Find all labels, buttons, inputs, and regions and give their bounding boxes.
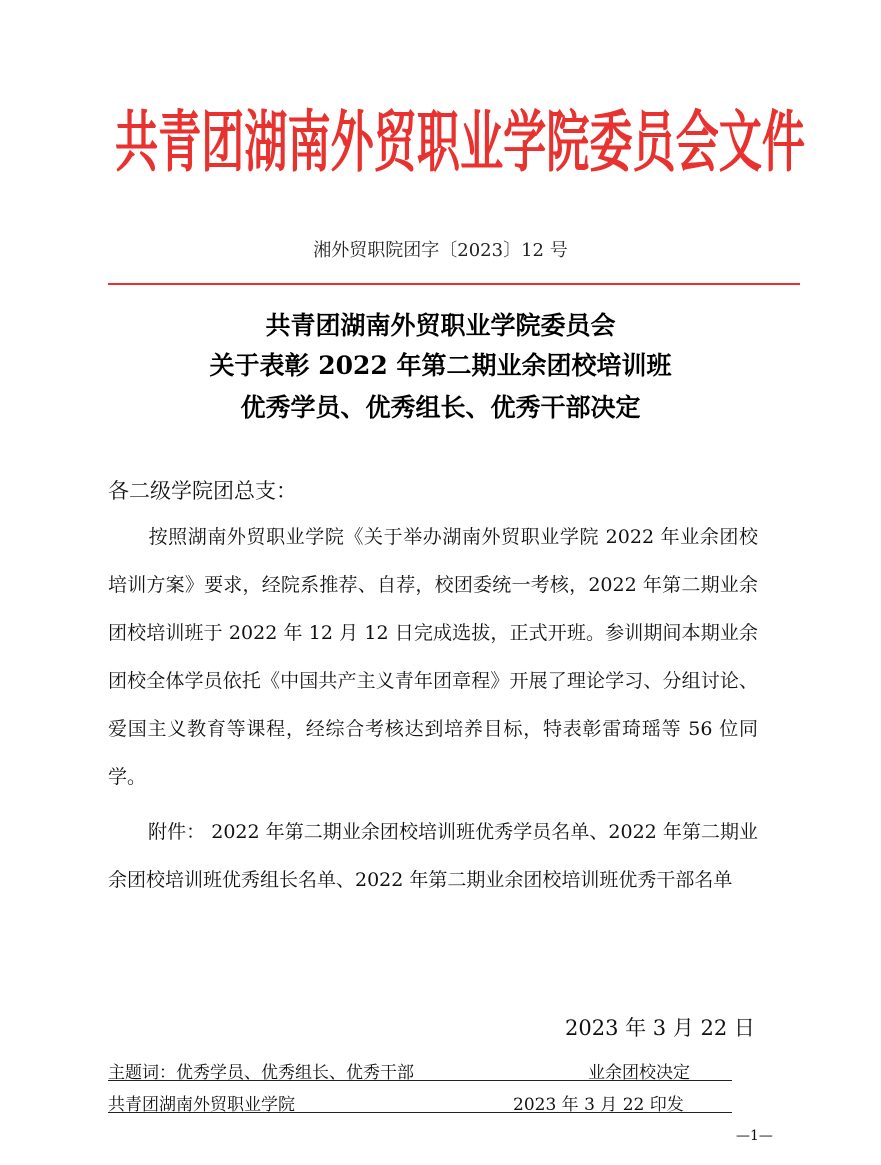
masthead-text: 共青团湖南外贸职业学院委员会文件 xyxy=(115,104,805,182)
body-paragraph-1 xyxy=(108,513,758,801)
masthead-title xyxy=(110,38,810,208)
attachment-paragraph xyxy=(108,808,758,904)
issuer-right: 2023 年 3 月 22 印发 xyxy=(513,1095,684,1115)
issue-date: 2023 年 3 月 22 日 xyxy=(565,1016,755,1040)
body-paragraph-1-text: 按照湖南外贸职业学院《关于举办湖南外贸职业学院 2022 年业余团校培训方案》要求，经院系推荐、自荐，校团委统一考核，2022 年第二期业余团校培训班于 2022 年 12 月 12 日完成选拔，正式开班。参训期间本期业余团校全体学员依托《中国共产主义青年团章程》开展了理论学习、分组讨论、爱国主义教育等课程，经综合考核达到培养目标，特表彰雷琦瑶等 56 位同学。 xyxy=(108,526,758,788)
red-divider-line xyxy=(108,283,800,285)
salutation: 各二级学院团总支： xyxy=(108,479,297,503)
title-line-2: 关于表彰 2022 年第二期业余团校培训班 xyxy=(209,351,672,380)
keywords-line xyxy=(108,1058,732,1081)
document-number: 湘外贸职院团字〔2023〕12 号 xyxy=(313,240,568,261)
attachment-paragraph-text: 附件： 2022 年第二期业余团校培训班优秀学员名单、2022 年第二期业余团校培训班优秀组长名单、2022 年第二期业余团校培训班优秀干部名单 xyxy=(108,821,758,891)
title-line-3: 优秀学员、优秀组长、优秀干部决定 xyxy=(240,393,641,422)
keywords-right: 业余团校决定 xyxy=(588,1063,690,1083)
page-number: —1— xyxy=(736,1128,773,1144)
issuer-line xyxy=(108,1090,732,1113)
title-line-1: 共青团湖南外贸职业学院委员会 xyxy=(265,311,616,340)
keywords-left: 主题词：优秀学员、优秀组长、优秀干部 xyxy=(108,1063,414,1083)
issuer-left: 共青团湖南外贸职业学院 xyxy=(108,1095,295,1115)
